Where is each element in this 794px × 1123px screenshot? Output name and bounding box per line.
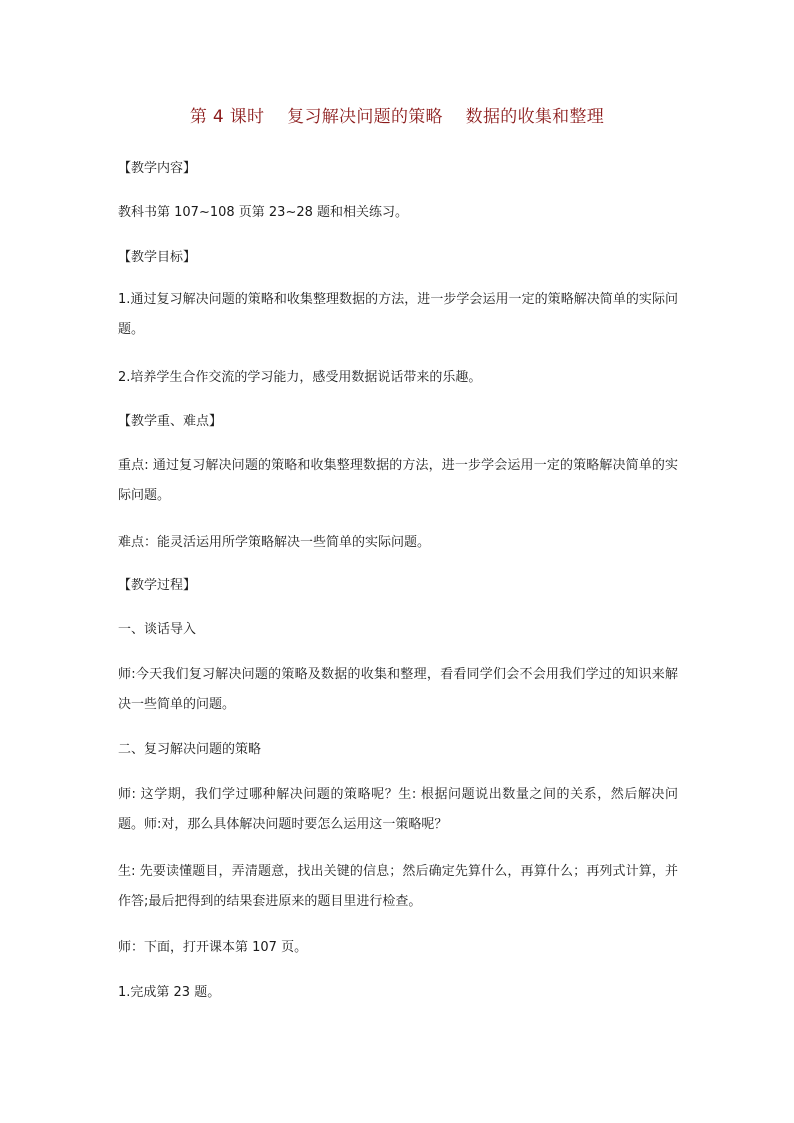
- step-1-teacher-text: 师:今天我们复习解决问题的策略及数据的收集和整理，看看同学们会不会用我们学过的知识来解决一些简单的问题。: [118, 667, 678, 712]
- key-point-text: 重点: 通过复习解决问题的策略和收集整理数据的方法，进一步学会运用一定的策略解决简单的实际问题。: [118, 458, 678, 503]
- difficult-point-text: 难点：能灵活运用所学策略解决一些简单的实际问题。: [118, 535, 431, 550]
- step-2-dialog-text: 师: 这学期，我们学过哪种解决问题的策略呢？生: 根据问题说出数量之间的关系，然后解决问题。师:对，那么具体解决问题时要怎么运用这一策略呢？: [118, 787, 678, 832]
- step-2-teacher-text: 师：下面，打开课本第 107 页。: [118, 940, 308, 955]
- teaching-goal-1: 1.通过复习解决问题的策略和收集整理数据的方法，进一步学会运用一定的策略解决简单的实际问题。: [118, 292, 678, 337]
- exercise-1-text: 1.完成第 23 题。: [118, 985, 221, 1000]
- step-2-heading: 二、复习解决问题的策略: [118, 742, 262, 757]
- key-difficult-heading: 【教学重、难点】: [118, 414, 223, 429]
- teaching-process-heading: 【教学过程】: [118, 578, 197, 593]
- step-1-heading: 一、谈话导入: [118, 622, 197, 637]
- teaching-goal-2: 2.培养学生合作交流的学习能力，感受用数据说话带来的乐趣。: [118, 370, 482, 385]
- teaching-content-heading: 【教学内容】: [118, 161, 197, 176]
- step-2-student-text: 生: 先要读懂题目，弄清题意，找出关键的信息；然后确定先算什么，再算什么；再列式计算，并作答;最后把得到的结果套进原来的题目里进行检查。: [118, 864, 678, 909]
- teaching-goals-heading: 【教学目标】: [118, 250, 197, 265]
- page-title: 第 4 课时 复习解决问题的策略 数据的收集和整理: [189, 107, 605, 127]
- teaching-content-text: 教科书第 107~108 页第 23~28 题和相关练习。: [118, 205, 409, 220]
